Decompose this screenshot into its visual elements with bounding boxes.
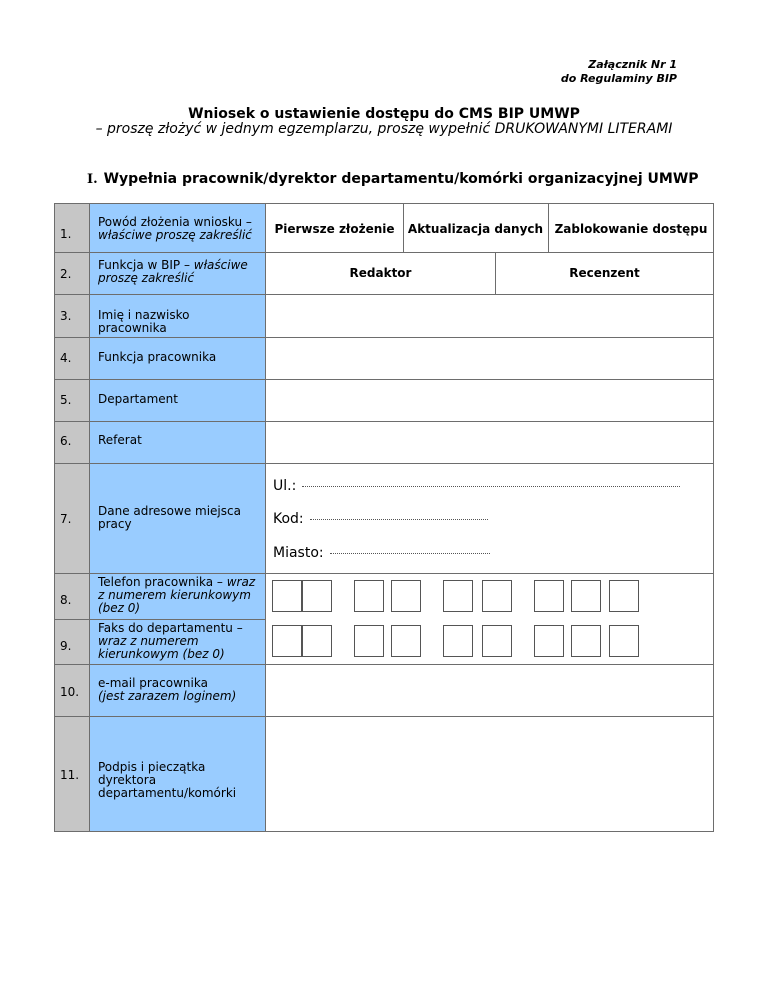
fax-digit-box[interactable] (571, 625, 601, 657)
option-reviewer[interactable]: Recenzent (569, 266, 640, 280)
fax-digit-box[interactable] (534, 625, 564, 657)
section-heading (87, 171, 699, 187)
name-field[interactable] (266, 294, 714, 337)
row-number-7: 7. (60, 512, 72, 526)
attachment-regulation: do Regulaminy BIP (560, 72, 677, 85)
phone-digit-box[interactable] (272, 580, 302, 612)
row-number-10: 10. (60, 685, 80, 699)
street-field[interactable]: Ul.: (273, 478, 680, 494)
email-field[interactable] (266, 664, 714, 716)
section-title: Wypełnia pracownik/dyrektor departamentu/komórki organizacyjnej UMWP (103, 171, 699, 187)
row-number-5: 5. (60, 393, 72, 407)
option-first-submission[interactable]: Pierwsze złożenie (274, 222, 395, 236)
attachment-number: Załącznik Nr 1 (588, 58, 677, 71)
row-number-11: 11. (60, 768, 80, 782)
row-number-8: 8. (60, 593, 72, 607)
signature-field[interactable] (266, 716, 714, 832)
row-label-signature: Podpis i pieczątka dyrektora departamentu/komórki (98, 760, 237, 800)
row-number-2: 2. (60, 267, 72, 281)
row-number-3: 3. (60, 309, 72, 323)
row-label-bip-function: Funkcja w BIP – właściwe proszę zakreślić (98, 258, 248, 285)
fax-digit-box[interactable] (302, 625, 332, 657)
row-label-department: Departament (98, 392, 178, 406)
option-access-block[interactable]: Zablokowanie dostępu (554, 222, 708, 236)
fax-digit-box[interactable] (272, 625, 302, 657)
row-label-address: Dane adresowe miejsca pracy (98, 504, 241, 531)
fax-digit-box[interactable] (443, 625, 473, 657)
phone-digit-box[interactable] (354, 580, 384, 612)
row-number-1: 1. (60, 227, 72, 241)
option-editor[interactable]: Redaktor (349, 266, 412, 280)
row-label-position: Funkcja pracownika (98, 350, 217, 364)
application-form (54, 203, 714, 832)
row-number-6: 6. (60, 434, 72, 448)
postal-code-field[interactable]: Kod: (273, 511, 488, 527)
row-label-name: Imię i nazwisko pracownika (98, 308, 190, 335)
row-label-phone: Telefon pracownika – wraz z numerem kierunkowym (bez 0) (98, 575, 256, 615)
document-title: Wniosek o ustawienie dostępu do CMS BIP UMWP (188, 106, 580, 122)
section-numeral: I. (87, 172, 98, 187)
row-number-4: 4. (60, 351, 72, 365)
fax-digit-box[interactable] (609, 625, 639, 657)
unit-field[interactable] (266, 421, 714, 463)
phone-digit-box[interactable] (609, 580, 639, 612)
option-data-update[interactable]: Aktualizacja danych (407, 222, 544, 236)
phone-digit-box[interactable] (302, 580, 332, 612)
fax-digit-box[interactable] (482, 625, 512, 657)
phone-digit-box[interactable] (443, 580, 473, 612)
department-field[interactable] (266, 379, 714, 421)
position-field[interactable] (266, 337, 714, 379)
fax-digit-box[interactable] (354, 625, 384, 657)
phone-digit-box[interactable] (482, 580, 512, 612)
row-label-reason: Powód złożenia wniosku – właściwe proszę zakreślić (98, 215, 252, 242)
row-label-email: e-mail pracownika (jest zarazem loginem) (98, 676, 237, 703)
phone-digit-box[interactable] (391, 580, 421, 612)
document-subtitle: – proszę złożyć w jednym egzemplarzu, proszę wypełnić DRUKOWANYMI LITERAMI (95, 121, 673, 137)
row-label-unit: Referat (98, 433, 142, 447)
city-field[interactable]: Miasto: (273, 545, 490, 561)
row-number-9: 9. (60, 639, 72, 653)
row-label-fax: Faks do departamentu – wraz z numerem kierunkowym (bez 0) (98, 621, 243, 661)
fax-digit-box[interactable] (391, 625, 421, 657)
phone-digit-box[interactable] (571, 580, 601, 612)
phone-digit-box[interactable] (534, 580, 564, 612)
